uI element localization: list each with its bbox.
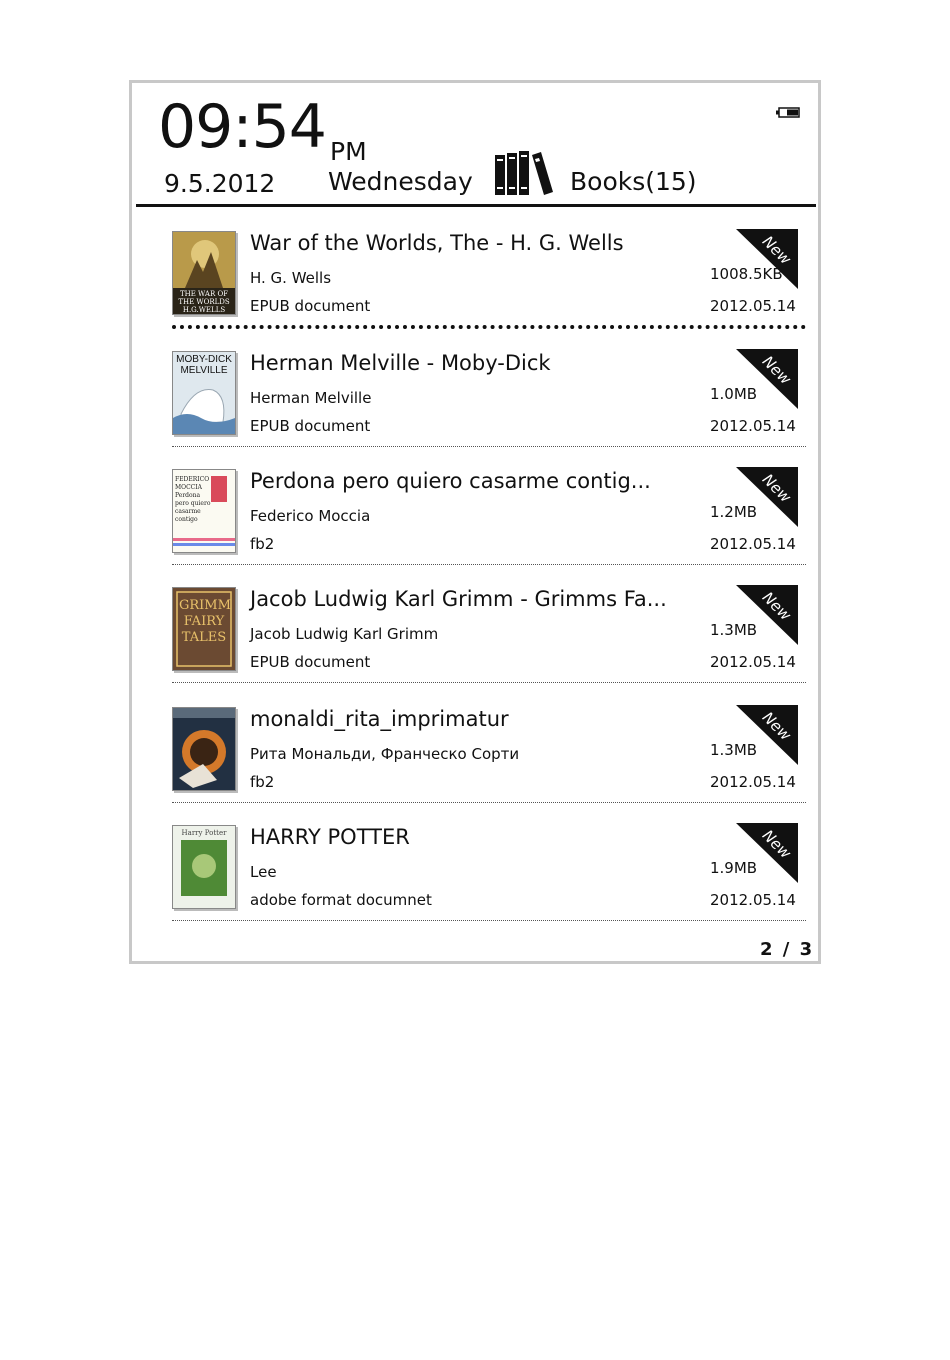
book-size: 1.2MB xyxy=(710,503,758,521)
book-author: H. G. Wells xyxy=(250,269,332,287)
svg-text:New: New xyxy=(758,708,795,745)
svg-text:New: New xyxy=(758,352,795,389)
reader-screen xyxy=(129,80,821,964)
book-author: Рита Мональди, Франческо Сорти xyxy=(250,745,520,763)
battery-icon xyxy=(776,107,800,118)
book-title: monaldi_rita_imprimatur xyxy=(250,707,509,731)
book-title: Perdona pero quiero casarme contig... xyxy=(250,469,651,493)
book-size: 1.9MB xyxy=(710,859,758,877)
book-format: adobe format documnet xyxy=(250,891,432,909)
svg-text:New: New xyxy=(758,826,795,863)
book-title: HARRY POTTER xyxy=(250,825,410,849)
row-divider xyxy=(172,802,806,803)
book-title: War of the Worlds, The - H. G. Wells xyxy=(250,231,624,255)
book-cover xyxy=(172,825,236,909)
book-row[interactable] xyxy=(168,461,806,577)
svg-text:New: New xyxy=(758,232,795,269)
header-divider xyxy=(136,204,816,207)
book-cover xyxy=(172,707,236,791)
book-size: 1.3MB xyxy=(710,621,758,639)
book-author: Jacob Ludwig Karl Grimm xyxy=(250,625,439,643)
row-divider xyxy=(172,920,806,921)
cover-title-text: Harry Potter xyxy=(181,829,227,837)
current-weekday: Wednesday xyxy=(328,167,473,196)
status-header xyxy=(132,83,818,205)
row-divider xyxy=(172,682,806,683)
book-row[interactable] xyxy=(168,817,806,933)
books-count-label[interactable]: Books(15) xyxy=(570,167,697,196)
book-date: 2012.05.14 xyxy=(710,891,796,909)
book-author: Herman Melville xyxy=(250,389,372,407)
clock-ampm: PM xyxy=(330,137,367,166)
book-author: Lee xyxy=(250,863,277,881)
book-cover xyxy=(172,231,236,315)
book-row[interactable] xyxy=(168,699,806,815)
book-format: EPUB document xyxy=(250,297,371,315)
book-cover xyxy=(172,469,236,553)
cover-title-text: GRIMM FAIRY TALES xyxy=(179,598,231,645)
svg-text:New: New xyxy=(758,588,795,625)
book-cover xyxy=(172,587,236,671)
book-format: EPUB document xyxy=(250,417,371,435)
page-indicator: 2 / 3 xyxy=(760,939,815,960)
book-format: fb2 xyxy=(250,535,275,553)
row-divider xyxy=(172,446,806,447)
book-title: Herman Melville - Moby-Dick xyxy=(250,351,551,375)
book-date: 2012.05.14 xyxy=(710,653,796,671)
cover-title-text: MOBY-DICK MELVILLE xyxy=(176,354,232,376)
row-divider xyxy=(172,564,806,565)
book-date: 2012.05.14 xyxy=(710,417,796,435)
book-size: 1.3MB xyxy=(710,741,758,759)
cover-title-text: THE WAR OF THE WORLDS H.G.WELLS xyxy=(178,290,230,314)
cover-title-text: FEDERICO MOCCIA Perdona pero quiero casarme contigo xyxy=(175,476,211,523)
book-row[interactable] xyxy=(168,223,806,339)
book-date: 2012.05.14 xyxy=(710,773,796,791)
bookshelf-icon[interactable] xyxy=(494,149,554,197)
book-row[interactable] xyxy=(168,579,806,695)
book-format: fb2 xyxy=(250,773,275,791)
book-size: 1008.5KB xyxy=(710,265,783,283)
book-row[interactable] xyxy=(168,343,806,459)
book-format: EPUB document xyxy=(250,653,371,671)
book-size: 1.0MB xyxy=(710,385,758,403)
book-date: 2012.05.14 xyxy=(710,535,796,553)
book-cover xyxy=(172,351,236,435)
book-date: 2012.05.14 xyxy=(710,297,796,315)
current-date: 9.5.2012 xyxy=(164,169,276,198)
row-divider-selected xyxy=(172,325,806,329)
svg-text:New: New xyxy=(758,470,795,507)
book-title: Jacob Ludwig Karl Grimm - Grimms Fa... xyxy=(250,587,667,611)
clock-time: 09:54 xyxy=(158,92,326,162)
book-author: Federico Moccia xyxy=(250,507,371,525)
